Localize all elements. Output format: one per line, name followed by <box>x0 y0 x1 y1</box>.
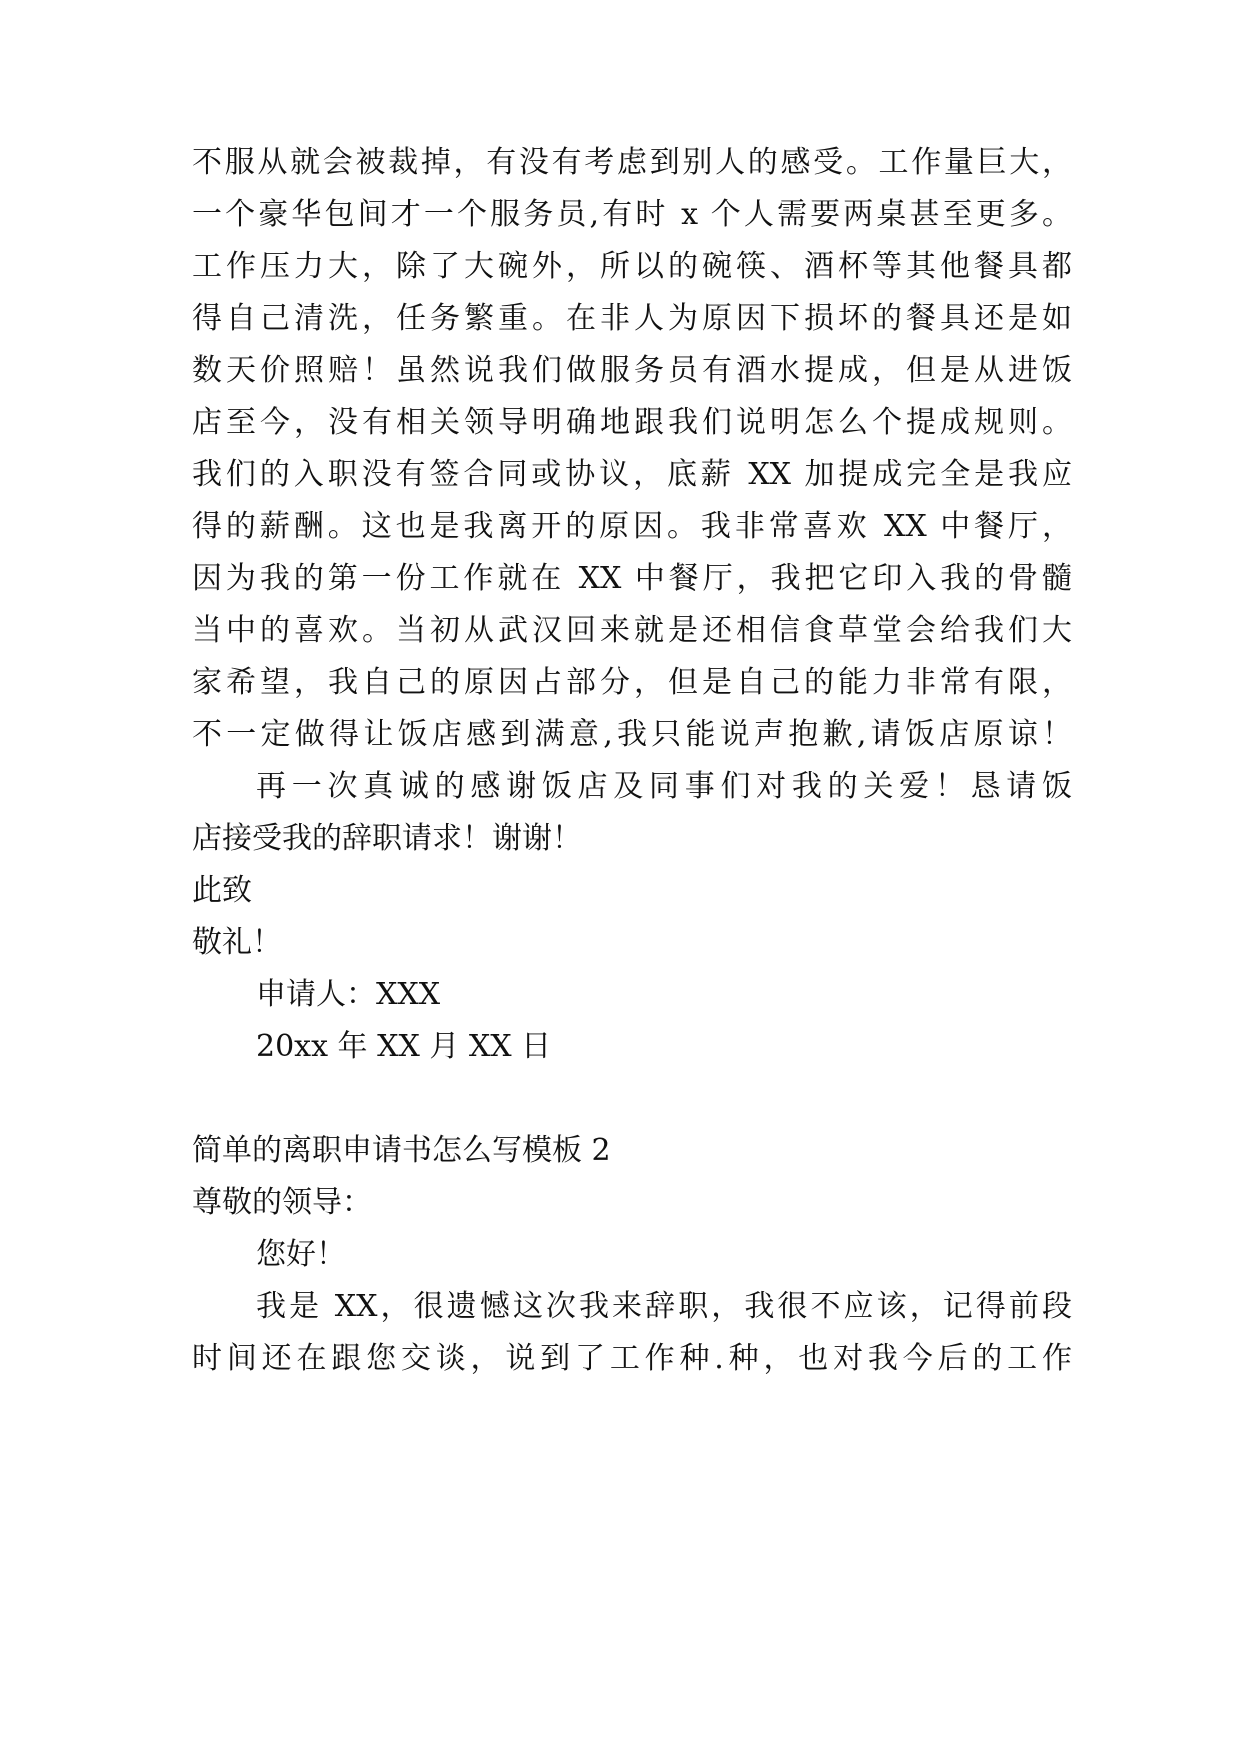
body-line: 家希望，我自己的原因占部分，但是自己的能力非常有限， <box>192 665 1072 700</box>
body-line: 店至今，没有相关领导明确地跟我们说明怎么个提成规则。 <box>192 405 1072 440</box>
body-line: 我是 XX，很遗憾这次我来辞职，我很不应该，记得前段 <box>256 1289 1072 1324</box>
section-title: 简单的离职申请书怎么写模板 2 <box>192 1133 611 1168</box>
body-line: 当中的喜欢。当初从武汉回来就是还相信食草堂会给我们大 <box>192 613 1072 648</box>
thanks-line: 再一次真诚的感谢饭店及同事们对我的关爱！恳请饭 <box>256 769 1072 804</box>
salutation: 此致 <box>192 873 252 908</box>
body-line: 得的薪酬。这也是我离开的原因。我非常喜欢 XX 中餐厅， <box>192 509 1072 544</box>
applicant-signature: 申请人：XXX <box>256 977 441 1012</box>
greeting: 尊敬的领导： <box>192 1185 372 1220</box>
regards: 敬礼！ <box>192 925 282 960</box>
hello-line: 您好！ <box>256 1237 346 1272</box>
body-line: 时间还在跟您交谈，说到了工作种.种，也对我今后的工作 <box>192 1341 1072 1376</box>
signature-date: 20xx 年 XX 月 XX 日 <box>256 1029 552 1064</box>
body-line: 得自己清洗，任务繁重。在非人为原因下损坏的餐具还是如 <box>192 301 1072 336</box>
body-line: 不服从就会被裁掉，有没有考虑到别人的感受。工作量巨大， <box>192 145 1072 180</box>
thanks-line: 店接受我的辞职请求！谢谢！ <box>192 821 582 856</box>
body-line: 工作压力大，除了大碗外，所以的碗筷、酒杯等其他餐具都 <box>192 249 1072 284</box>
body-line: 数天价照赔！虽然说我们做服务员有酒水提成，但是从进饭 <box>192 353 1072 388</box>
body-line: 因为我的第一份工作就在 XX 中餐厅，我把它印入我的骨髓 <box>192 561 1072 596</box>
body-line: 我们的入职没有签合同或协议，底薪 XX 加提成完全是我应 <box>192 457 1072 492</box>
body-line: 不一定做得让饭店感到满意,我只能说声抱歉,请饭店原谅！ <box>192 717 1072 752</box>
body-line: 一个豪华包间才一个服务员,有时 x 个人需要两桌甚至更多。 <box>192 197 1072 232</box>
